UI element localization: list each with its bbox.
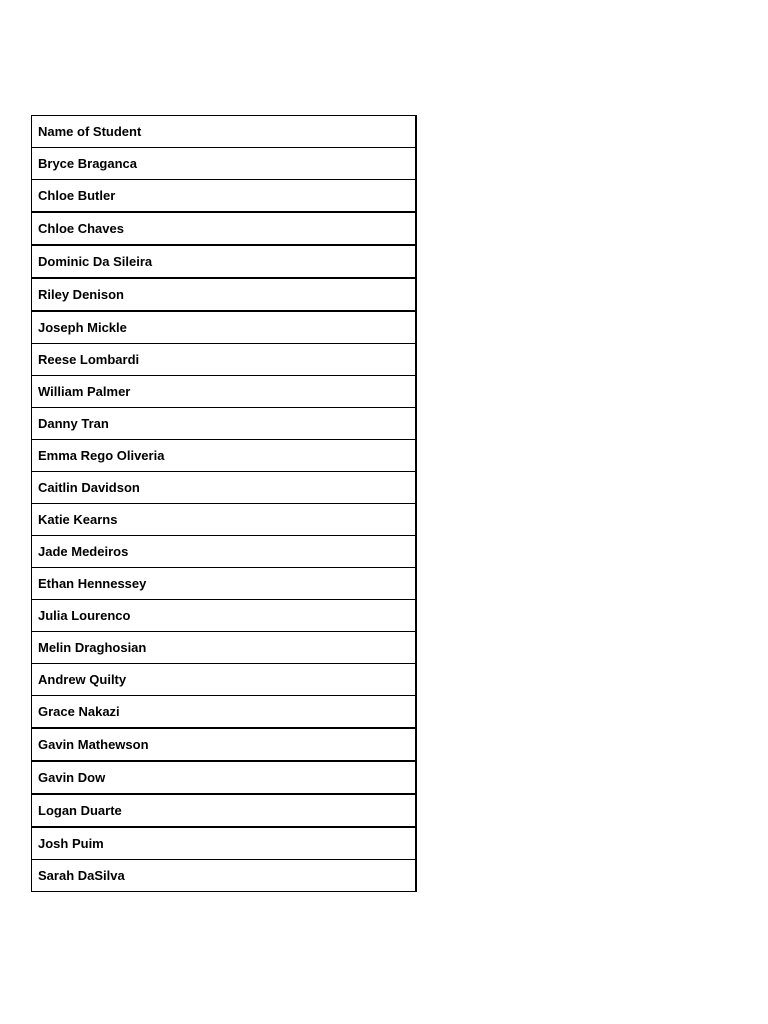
student-name-cell: Emma Rego Oliveria (32, 440, 417, 472)
student-name-cell: Chloe Chaves (32, 212, 417, 245)
student-name-cell: Bryce Braganca (32, 148, 417, 180)
student-name-cell: Grace Nakazi (32, 696, 417, 729)
table-header-row (32, 116, 417, 148)
student-name-cell: Joseph Mickle (32, 311, 417, 344)
table-row (32, 212, 417, 245)
student-name-cell: Ethan Hennessey (32, 568, 417, 600)
student-list-table (31, 115, 417, 892)
table-row (32, 632, 417, 664)
student-name-cell: Sarah DaSilva (32, 860, 417, 892)
table-row (32, 504, 417, 536)
student-name-cell: Jade Medeiros (32, 536, 417, 568)
table-row (32, 148, 417, 180)
table-row (32, 664, 417, 696)
student-name-cell: Melin Draghosian (32, 632, 417, 664)
student-name-cell: Caitlin Davidson (32, 472, 417, 504)
table-row (32, 376, 417, 408)
table-row (32, 761, 417, 794)
table-row (32, 344, 417, 376)
table-row (32, 860, 417, 892)
student-name-cell: Danny Tran (32, 408, 417, 440)
student-name-cell: Gavin Mathewson (32, 728, 417, 761)
student-name-cell: Gavin Dow (32, 761, 417, 794)
table-row (32, 311, 417, 344)
student-name-cell: Andrew Quilty (32, 664, 417, 696)
student-name-cell: Julia Lourenco (32, 600, 417, 632)
header-cell-name-of-student: Name of Student (32, 116, 417, 148)
table-row (32, 180, 417, 213)
student-name-cell: William Palmer (32, 376, 417, 408)
table-row (32, 568, 417, 600)
student-name-cell: Logan Duarte (32, 794, 417, 827)
table-row (32, 794, 417, 827)
table-row (32, 728, 417, 761)
table-row (32, 827, 417, 860)
student-name-cell: Chloe Butler (32, 180, 417, 213)
table-row (32, 696, 417, 729)
table-row (32, 440, 417, 472)
table-row (32, 600, 417, 632)
table-row (32, 278, 417, 311)
student-name-cell: Reese Lombardi (32, 344, 417, 376)
student-name-cell: Dominic Da Sileira (32, 245, 417, 278)
student-name-cell: Riley Denison (32, 278, 417, 311)
table-row (32, 472, 417, 504)
table-row (32, 408, 417, 440)
table-row (32, 245, 417, 278)
table-row (32, 536, 417, 568)
student-name-cell: Katie Kearns (32, 504, 417, 536)
student-name-cell: Josh Puim (32, 827, 417, 860)
